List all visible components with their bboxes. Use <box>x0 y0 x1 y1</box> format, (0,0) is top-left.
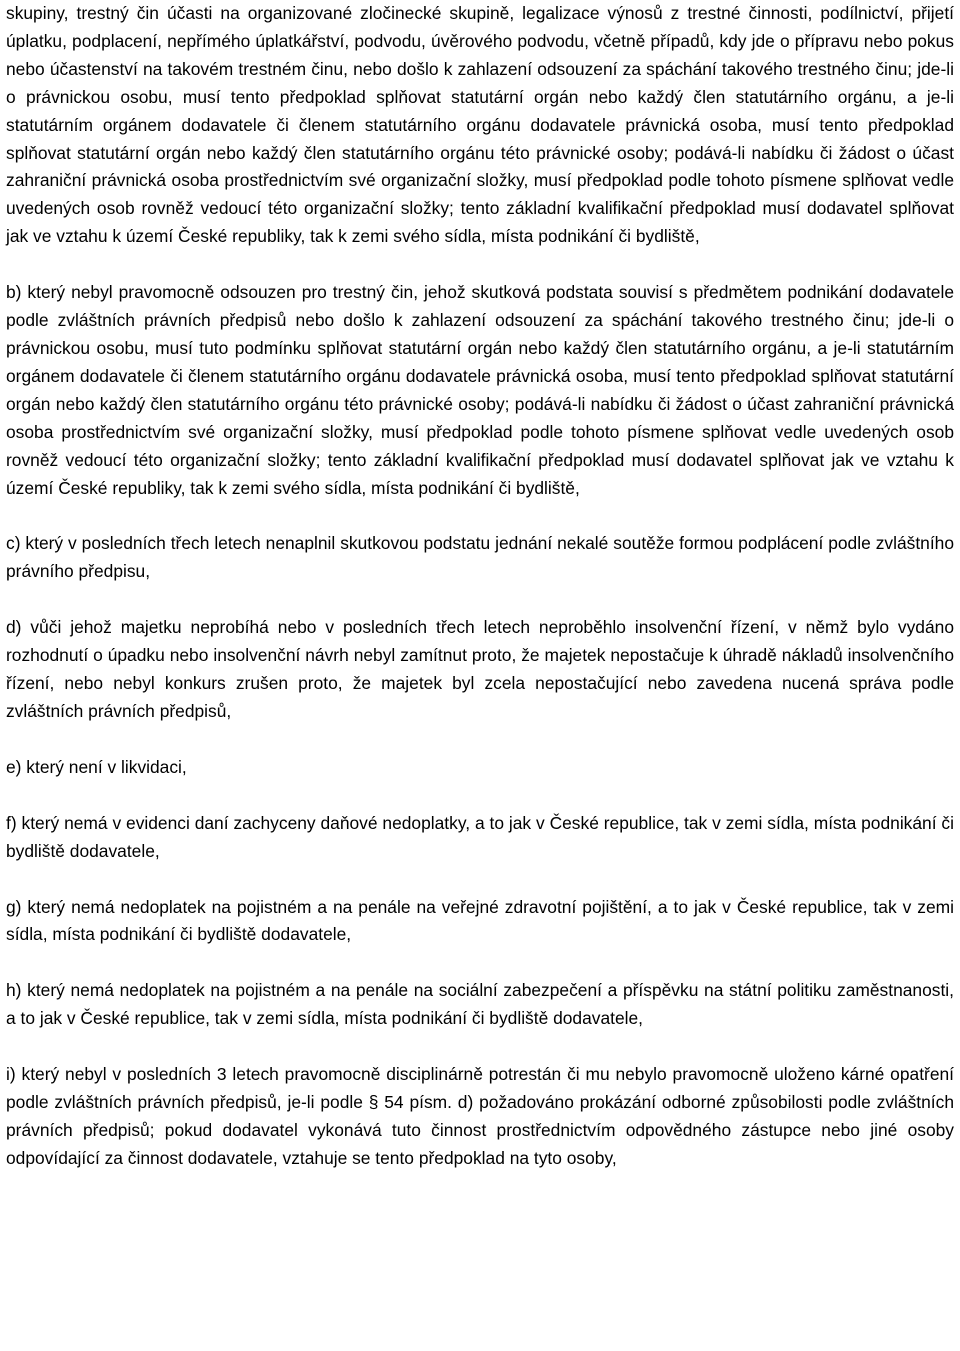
paragraph-f: f) který nemá v evidenci daní zachyceny daňové nedoplatky, a to jak v České republice, tak v zemi sídla, místa podnikání či bydliště dodavatele, <box>6 812 954 861</box>
paragraph-spacer <box>6 251 954 279</box>
paragraph-spacer <box>6 866 954 894</box>
paragraph-i: i) který nebyl v posledních 3 letech pravomocně disciplinárně potrestán či mu nebylo pravomocně uloženo kárné opatření podle zvláštních právních předpisů, je-li podle § 54 písm. d) požadováno prokázání odborné způsobilosti podle zvláštních právních předpisů; pokud dodavatel vykonává tuto činnost prostřednictvím odpovědného zástupce nebo jiné osoby odpovídající za činnost dodavatele, vztahuje se tento předpoklad na tyto osoby, <box>6 1064 954 1168</box>
paragraph-h: h) který nemá nedoplatek na pojistném a na penále na sociální zabezpečení a příspěvku na státní politiku zaměstnanosti, a to jak v České republice, tak v zemi sídla, místa podnikání či bydliště dodavatele, <box>6 980 954 1029</box>
paragraph-spacer <box>6 586 954 614</box>
paragraph-spacer <box>6 1033 954 1061</box>
paragraph-spacer <box>6 949 954 977</box>
paragraph-g: g) který nemá nedoplatek na pojistném a na penále na veřejné zdravotní pojištění, a to jak v České republice, tak v zemi sídla, místa podnikání či bydliště dodavatele, <box>6 896 954 945</box>
paragraph-spacer <box>6 502 954 530</box>
paragraph-e: e) který není v likvidaci, <box>6 756 187 777</box>
paragraph-spacer <box>6 782 954 810</box>
paragraph-c: c) který v posledních třech letech nenaplnil skutkovou podstatu jednání nekalé soutěže formou podplácení podle zvláštního právního předpisu, <box>6 533 954 582</box>
paragraph-d: d) vůči jehož majetku neprobíhá nebo v posledních třech letech neproběhlo insolvenční řízení, v němž bylo vydáno rozhodnutí o úpadku nebo insolvenční návrh nebyl zamítnut proto, že majetek nepostačuje k úhradě nákladů insolvenčního řízení, nebo nebyl konkurs zrušen proto, že majetek byl zcela nepostačující nebo zavedena nucená správa podle zvláštních právních předpisů, <box>6 617 954 721</box>
paragraph-spacer <box>6 726 954 754</box>
paragraph-a-continuation: skupiny, trestný čin účasti na organizované zločinecké skupině, legalizace výnosů z trestné činnosti, podílnictví, přijetí úplatku, podplacení, nepřímého úplatkářství, podvodu, úvěrového podvodu, včetně případů, kdy jde o přípravu nebo pokus nebo účastenství na takovém trestném činu, nebo došlo k zahlazení odsouzení za spáchání takového trestného činu; jde-li o právnickou osobu, musí tento předpoklad splňovat statutární orgán nebo každý člen statutárního orgánu, a je-li statutárním orgánem dodavatele či členem statutárního orgánu dodavatele právnická osoba, musí tento předpoklad splňovat statutární orgán nebo každý člen statutárního orgánu této právnické osoby; podává-li nabídku či žádost o účast zahraniční právnická osoba prostřednictvím své organizační složky, musí předpoklad podle tohoto písmene splňovat vedle uvedených osob rovněž vedoucí této organizační složky; tento základní kvalifikační předpoklad musí dodavatel splňovat jak ve vztahu k území České republiky, tak k zemi svého sídla, místa podnikání či bydliště, <box>6 3 954 247</box>
paragraph-b: b) který nebyl pravomocně odsouzen pro trestný čin, jehož skutková podstata souvisí s předmětem podnikání dodavatele podle zvláštních právních předpisů nebo došlo k zahlazení odsouzení za spáchání takového trestného činu; jde-li o právnickou osobu, musí tuto podmínku splňovat statutární orgán nebo každý člen statutárního orgánu, a je-li statutárním orgánem dodavatele či členem statutárního orgánu dodavatele právnická osoba, musí tento předpoklad splňovat statutární orgán nebo každý člen statutárního orgánu této právnické osoby; podává-li nabídku či žádost o účast zahraniční právnická osoba prostřednictvím své organizační složky, musí předpoklad podle tohoto písmene splňovat vedle uvedených osob rovněž vedoucí této organizační složky; tento základní kvalifikační předpoklad musí dodavatel splňovat jak ve vztahu k území České republiky, tak k zemi svého sídla, místa podnikání či bydliště, <box>6 282 954 498</box>
